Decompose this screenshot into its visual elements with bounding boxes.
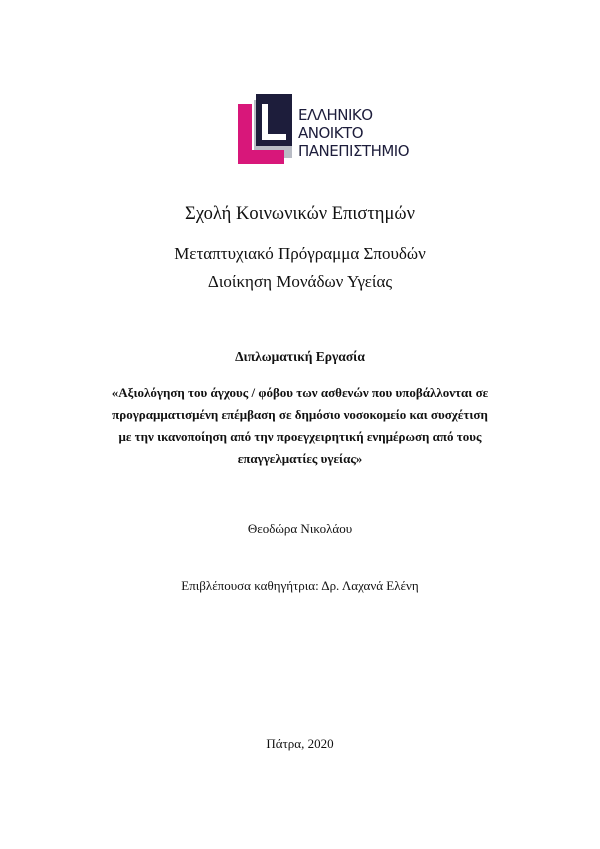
thesis-title bbox=[60, 382, 540, 470]
logo-line-3: ΠΑΝΕΠΙΣΤΗΜΙΟ bbox=[298, 142, 410, 160]
school-name: Σχολή Κοινωνικών Επιστημών bbox=[185, 204, 415, 224]
supervisor: Επιβλέπουσα καθηγήτρια: Δρ. Λαχανά Ελένη bbox=[181, 578, 419, 593]
author-name: Θεοδώρα Νικολάου bbox=[247, 521, 353, 536]
logo-line-1: ΕΛΛΗΝΙΚΟ bbox=[298, 106, 373, 124]
thesis-title-line: προγραμματισμένη επέμβαση σε δημόσιο νοσοκομείο και συσχέτιση bbox=[112, 407, 488, 422]
place-date: Πάτρα, 2020 bbox=[266, 736, 334, 751]
logo-line-2: ΑΝΟΙΚΤΟ bbox=[298, 124, 364, 142]
program-name: Διοίκηση Μονάδων Υγείας bbox=[207, 272, 393, 291]
thesis-label: Διπλωματική Εργασία bbox=[235, 349, 365, 364]
thesis-title-line: με την ικανοποίηση από την προεγχειρητική ενημέρωση από τους bbox=[118, 429, 482, 444]
program-title: Μεταπτυχιακό Πρόγραμμα Σπουδών bbox=[174, 244, 426, 263]
thesis-title-line: «Αξιολόγηση του άγχους / φόβου των ασθενών που υποβάλλονται σε bbox=[111, 385, 489, 400]
logo-emblem-icon bbox=[238, 94, 298, 166]
logo-wordmark bbox=[298, 106, 409, 160]
thesis-title-line: επαγγελματίες υγείας» bbox=[237, 451, 363, 466]
university-logo bbox=[238, 94, 438, 166]
